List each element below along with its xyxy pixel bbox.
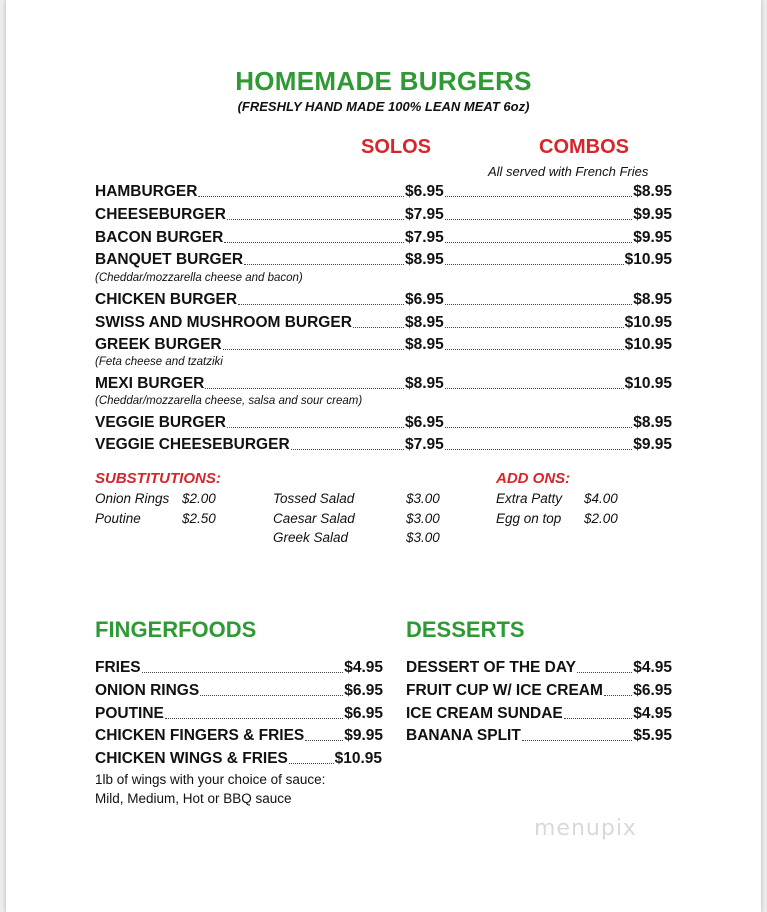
dessert-name: ICE CREAM SUNDAE	[406, 705, 563, 722]
fingerfood-row	[95, 659, 383, 679]
solo-price: $8.95	[405, 375, 444, 392]
solo-price: $6.95	[405, 414, 444, 431]
menupix-watermark: menupix	[534, 816, 637, 841]
combo-price: $10.95	[624, 375, 672, 392]
burger-row	[95, 375, 672, 395]
addon-item-price: $4.00	[584, 491, 618, 506]
dot-leader	[353, 327, 404, 328]
dot-leader	[165, 718, 343, 719]
fingerfood-name: FRIES	[95, 659, 141, 676]
desserts-heading: DESSERTS	[406, 617, 525, 642]
addon-item-name: Egg on top	[496, 511, 562, 526]
dessert-name: BANANA SPLIT	[406, 727, 521, 744]
combo-price: $8.95	[633, 291, 672, 308]
dot-leader	[198, 196, 404, 197]
sub-item-name: Poutine	[95, 511, 141, 526]
burger-description: (Cheddar/mozzarella cheese and bacon)	[95, 272, 303, 284]
dot-leader	[445, 242, 632, 243]
burger-name: VEGGIE CHEESEBURGER	[95, 436, 290, 453]
sub-item-name: Greek Salad	[273, 530, 349, 545]
burger-name: GREEK BURGER	[95, 336, 222, 353]
burger-name: CHEESEBURGER	[95, 206, 226, 223]
dot-leader	[445, 219, 632, 220]
burger-name: MEXI BURGER	[95, 375, 205, 392]
fingerfoods-heading: FINGERFOODS	[95, 617, 257, 642]
solo-price: $8.95	[405, 314, 444, 331]
solo-price: $7.95	[405, 436, 444, 453]
burger-name: BANQUET BURGER	[95, 251, 244, 268]
dot-leader	[445, 304, 632, 305]
sub-item-price: $3.00	[406, 530, 440, 545]
solo-price: $8.95	[405, 336, 444, 353]
addon-item-name: Extra Patty	[496, 491, 563, 506]
burger-row	[95, 314, 672, 334]
substitutions-heading: SUBSTITUTIONS:	[95, 470, 221, 487]
burger-row	[95, 183, 672, 203]
dessert-row	[406, 682, 672, 702]
fingerfood-row	[95, 727, 383, 747]
fingerfood-price: $10.95	[334, 750, 382, 767]
burger-row	[95, 414, 672, 434]
combos-heading: COMBOS	[539, 136, 629, 158]
solo-price: $6.95	[405, 291, 444, 308]
dot-leader	[244, 264, 404, 265]
dessert-row	[406, 727, 672, 747]
fingerfood-name: POUTINE	[95, 705, 164, 722]
dot-leader	[445, 349, 624, 350]
dot-leader	[445, 449, 632, 450]
dessert-name: DESSERT OF THE DAY	[406, 659, 576, 676]
burger-description: (Feta cheese and tzatziki	[95, 356, 223, 368]
combo-price: $10.95	[624, 336, 672, 353]
combos-note: All served with French Fries	[488, 164, 649, 179]
dot-leader	[604, 695, 632, 696]
dot-leader	[289, 763, 334, 764]
fingerfood-row	[95, 750, 382, 770]
fingerfood-price: $6.95	[344, 682, 383, 699]
dessert-price: $4.95	[633, 659, 672, 676]
burger-row	[95, 206, 672, 226]
fingerfood-price: $9.95	[344, 727, 383, 744]
dot-leader	[522, 740, 632, 741]
sub-item-name: Tossed Salad	[273, 491, 355, 506]
burger-name: CHICKEN BURGER	[95, 291, 238, 308]
fingerfood-price: $6.95	[344, 705, 383, 722]
dot-leader	[223, 349, 404, 350]
sub-item-price: $2.50	[182, 511, 216, 526]
burger-row	[95, 251, 672, 271]
combo-price: $8.95	[633, 183, 672, 200]
burger-row	[95, 436, 672, 456]
dot-leader	[445, 427, 632, 428]
combo-price: $9.95	[633, 436, 672, 453]
sub-item-name: Onion Rings	[95, 491, 170, 506]
addon-item-price: $2.00	[584, 511, 618, 526]
combo-price: $10.95	[624, 314, 672, 331]
dessert-price: $4.95	[633, 705, 672, 722]
dot-leader	[445, 388, 624, 389]
dot-leader	[142, 672, 343, 673]
fingerfood-name: CHICKEN WINGS & FRIES	[95, 750, 288, 767]
dessert-price: $5.95	[633, 727, 672, 744]
dot-leader	[445, 264, 624, 265]
dessert-name: FRUIT CUP W/ ICE CREAM	[406, 682, 603, 699]
combo-price: $9.95	[633, 229, 672, 246]
solos-heading: SOLOS	[361, 136, 432, 158]
fingerfood-name: ONION RINGS	[95, 682, 200, 699]
fingerfood-row	[95, 705, 383, 725]
burger-name: BACON BURGER	[95, 229, 224, 246]
dessert-row	[406, 705, 672, 725]
dot-leader	[564, 718, 632, 719]
dot-leader	[305, 740, 343, 741]
burger-name: VEGGIE BURGER	[95, 414, 226, 431]
solo-price: $7.95	[405, 229, 444, 246]
wings-note-line1: 1lb of wings with your choice of sauce:	[95, 772, 326, 787]
dot-leader	[577, 672, 632, 673]
burger-row	[95, 291, 672, 311]
fingerfood-row	[95, 682, 383, 702]
wings-note-line2: Mild, Medium, Hot or BBQ sauce	[95, 791, 292, 806]
page-title: HOMEMADE BURGERS	[235, 66, 532, 96]
dot-leader	[238, 304, 404, 305]
fingerfood-name: CHICKEN FINGERS & FRIES	[95, 727, 305, 744]
dot-leader	[224, 242, 404, 243]
dot-leader	[205, 388, 404, 389]
dessert-price: $6.95	[633, 682, 672, 699]
combo-price: $9.95	[633, 206, 672, 223]
addons-heading: ADD ONS:	[496, 470, 571, 487]
solo-price: $6.95	[405, 183, 444, 200]
burger-row	[95, 336, 672, 356]
sub-item-name: Caesar Salad	[273, 511, 355, 526]
dot-leader	[227, 219, 404, 220]
sub-item-price: $3.00	[406, 491, 440, 506]
dot-leader	[227, 427, 404, 428]
dot-leader	[445, 327, 624, 328]
dot-leader	[200, 695, 343, 696]
solo-price: $7.95	[405, 206, 444, 223]
burger-name: SWISS AND MUSHROOM BURGER	[95, 314, 352, 331]
burger-description: (Cheddar/mozzarella cheese, salsa and sour cream)	[95, 395, 363, 407]
solo-price: $8.95	[405, 251, 444, 268]
burger-row	[95, 229, 672, 249]
sub-item-price: $3.00	[406, 511, 440, 526]
dot-leader	[291, 449, 404, 450]
page-subtitle: (FRESHLY HAND MADE 100% LEAN MEAT 6oz)	[237, 99, 530, 114]
fingerfood-price: $4.95	[344, 659, 383, 676]
combo-price: $10.95	[624, 251, 672, 268]
sub-item-price: $2.00	[182, 491, 216, 506]
combo-price: $8.95	[633, 414, 672, 431]
dessert-row	[406, 659, 672, 679]
dot-leader	[445, 196, 632, 197]
burger-name: HAMBURGER	[95, 183, 198, 200]
